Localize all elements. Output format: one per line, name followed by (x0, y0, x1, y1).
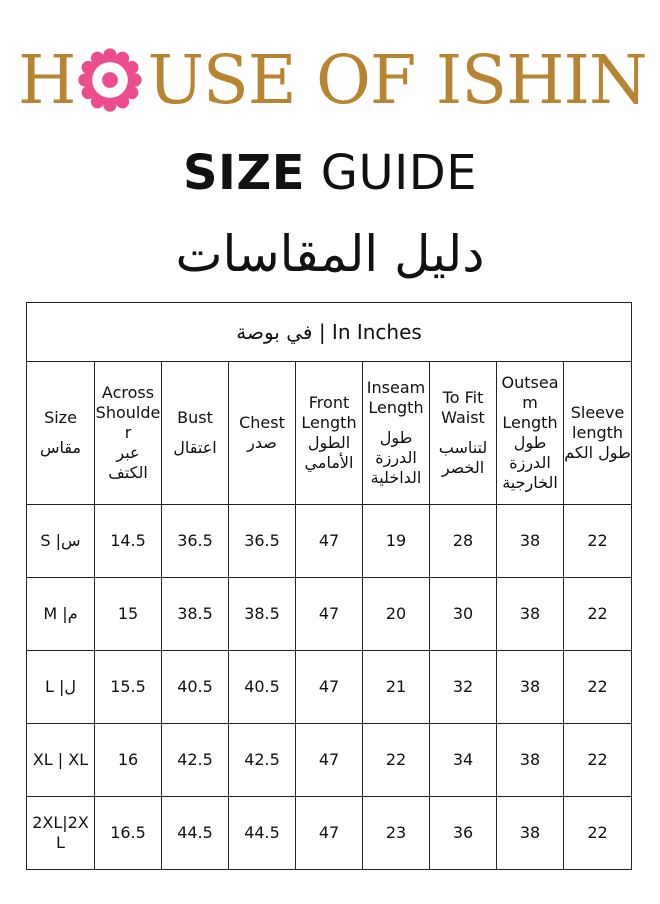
title-regular: GUIDE (320, 145, 478, 201)
value-cell: 38 (497, 797, 564, 870)
value-cell: 16 (95, 724, 162, 797)
value-cell: 21 (363, 651, 430, 724)
value-cell: 44.5 (229, 797, 296, 870)
value-cell: 23 (363, 797, 430, 870)
value-cell: 19 (363, 505, 430, 578)
page-title (0, 143, 660, 203)
brand-logo (18, 41, 647, 119)
table-row (27, 651, 632, 724)
header-outseam-length: Outsea m Length طول الدرزة الخارجية (497, 362, 564, 505)
value-cell: 20 (363, 578, 430, 651)
value-cell: 42.5 (229, 724, 296, 797)
header-size: Size مقاس (27, 362, 95, 505)
value-cell: 47 (296, 797, 363, 870)
size-guide-table (26, 302, 632, 870)
size-cell: 2XL|2X L (27, 797, 95, 870)
value-cell: 47 (296, 578, 363, 651)
value-cell: 47 (296, 651, 363, 724)
value-cell: 47 (296, 724, 363, 797)
header-inseam-length: Inseam Length طول الدرزة الداخلية (363, 362, 430, 505)
header-front-length: Front Length الطول الأمامي (296, 362, 363, 505)
size-cell: S |س (27, 505, 95, 578)
header-to-fit-waist: To Fit Waist لتناسب الخصر (430, 362, 497, 505)
value-cell: 38 (497, 578, 564, 651)
page-title-arabic: دليل المقاسات (175, 225, 485, 283)
value-cell: 28 (430, 505, 497, 578)
value-cell: 32 (430, 651, 497, 724)
brand-logo-text: USE OF ISHIN (147, 41, 647, 119)
value-cell: 22 (564, 724, 632, 797)
unit-label: In Inches | في بوصة (27, 303, 632, 362)
header-bust: Bust اعتقال (162, 362, 229, 505)
value-cell: 36.5 (229, 505, 296, 578)
value-cell: 22 (363, 724, 430, 797)
value-cell: 30 (430, 578, 497, 651)
value-cell: 42.5 (162, 724, 229, 797)
value-cell: 15.5 (95, 651, 162, 724)
value-cell: 47 (296, 505, 363, 578)
table-row (27, 724, 632, 797)
value-cell: 15 (95, 578, 162, 651)
header-across-shoulder: Across Shoulde r عبر الكتف (95, 362, 162, 505)
value-cell: 22 (564, 797, 632, 870)
size-cell: XL | XL (27, 724, 95, 797)
value-cell: 16.5 (95, 797, 162, 870)
value-cell: 38 (497, 505, 564, 578)
value-cell: 34 (430, 724, 497, 797)
header-chest: Chest صدر (229, 362, 296, 505)
value-cell: 38 (497, 724, 564, 797)
size-cell: L |ل (27, 651, 95, 724)
value-cell: 14.5 (95, 505, 162, 578)
header-sleeve-length: Sleeve length طول الكم (564, 362, 632, 505)
brand-logo-letter-h: H (18, 41, 76, 119)
value-cell: 44.5 (162, 797, 229, 870)
flower-icon (77, 47, 143, 113)
value-cell: 38 (497, 651, 564, 724)
value-cell: 38.5 (229, 578, 296, 651)
value-cell: 36 (430, 797, 497, 870)
size-cell: M |م (27, 578, 95, 651)
value-cell: 40.5 (162, 651, 229, 724)
table-row (27, 505, 632, 578)
table-row (27, 578, 632, 651)
table-body (27, 505, 632, 870)
table-row (27, 797, 632, 870)
title-bold: SIZE (182, 145, 305, 201)
value-cell: 22 (564, 651, 632, 724)
value-cell: 22 (564, 505, 632, 578)
value-cell: 40.5 (229, 651, 296, 724)
value-cell: 22 (564, 578, 632, 651)
value-cell: 36.5 (162, 505, 229, 578)
value-cell: 38.5 (162, 578, 229, 651)
